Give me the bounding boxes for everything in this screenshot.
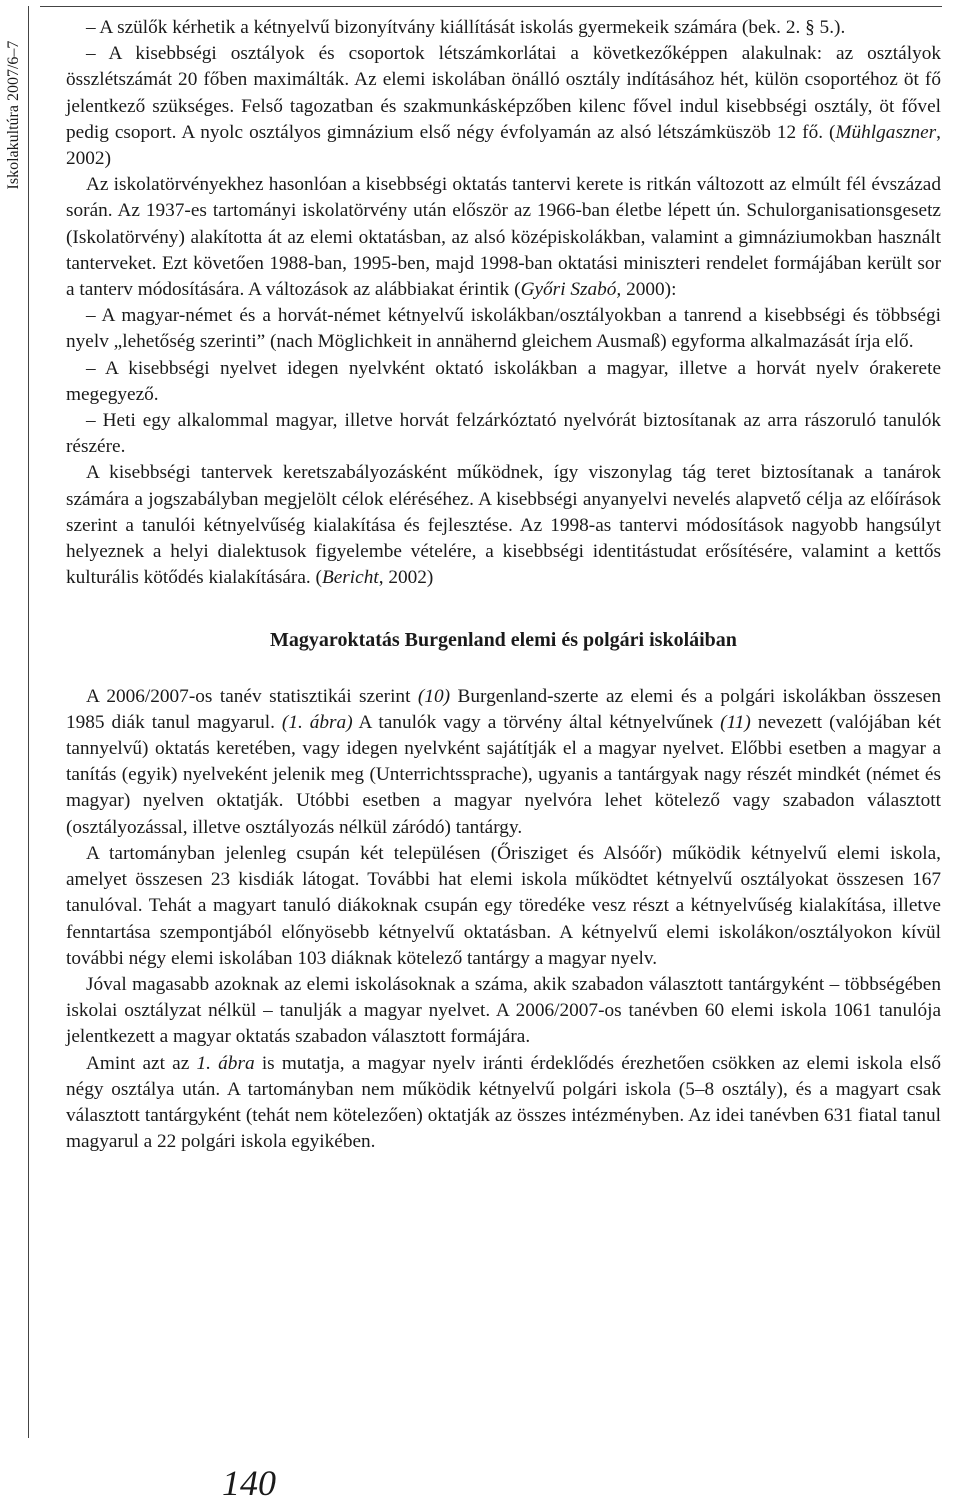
- paragraph-interest-decline: Amint azt az 1. ábra is mutatja, a magyar nyelv iránti érdeklődés érezhetően csökken az elemi iskola első négy osztálya után. A tartományban nem működik kétnyelvű polgári iskola (5–8 osztály), és a magyart csak választott tantárgyként (tehát nem kötelezően) oktatják az összes intézményben. Az idei tanévben 631 fiatal tanul magyarul a 22 polgári iskola egyikében.: [66, 1052, 941, 1153]
- paragraph-bullet-foreign-language: – A kisebbségi nyelvet idegen nyelvként oktató iskolákban a magyar, illetve a horvát nyelv órakerete megegyező.: [66, 357, 941, 405]
- article-body: [66, 15, 941, 1155]
- paragraph-bullet-certificate: – A szülők kérhetik a kétnyelvű bizonyítvány kiállítását iskolás gyermekeik számára (bek. 2. § 5.).: [86, 17, 846, 38]
- citation-author: Győri Szabó,: [520, 279, 622, 301]
- paragraph-curriculum-history: Az iskolatörvényekhez hasonlóan a kisebbségi oktatás tantervi kerete is ritkán változott az elmúlt fél évszázad során. Az 1937-es tartományi iskolatörvény után először az 1966-ban életbe lépett ún. Schulorganisationsgesetz (Iskolatörvény) alakította át az elemi oktatásban, az alsó középiskolákban, valamint a gimnáziumokban használt tanterveket. Ezt követően 1988-ban, 1995-ben, majd 1998-ban oktatási miniszteri rendelet formájában került sor a tanterv módosítására. A változások az alábbiakat érintik (Győri Szabó, 2000):: [66, 174, 941, 301]
- paragraph-bilingual-schools: A tartományban jelenleg csupán két településen (Őrisziget és Alsóőr) működik kétnyelvű elemi iskola, amelyet összesen 23 kisdiák látogat. További hat elemi iskola működtet kétnyelvű osztályokat összesen 167 tanulóval. Tehát a magyart tanuló diákoknak csupán egy töredéke vesz részt a kétnyelvűség kialakítása, illetve fenntartása szempontjából előnyösebb kétnyelvű oktatásban. A kétnyelvű elemi iskolákon/osztályokon kívül további négy elemi iskolában 103 diáknak kötelező tantárgy a magyar nyelv.: [66, 842, 941, 969]
- paragraph-curriculum-framework: A kisebbségi tantervek keretszabályozásként működnek, így viszonylag tág teret biztosítanak a tanárok számára a jogszabályban megjelölt célok eléréséhez. A kisebbségi anyanyelvi nevelés alapvető célja az előírások szerint a tanulói kétnyelvűség kialakítása és fejlesztése. Az 1998-as tantervi módosítások nagyobb hangsúlyt helyeznek a helyi dialektusok figyelembe vételére, a kisebbségi identitástudat erősítésére, valamint a kettős kulturális kötődés kialakítására. (Bericht, 2002): [66, 462, 941, 589]
- figure-ref: (1. ábra): [281, 711, 353, 733]
- paragraph-bullet-bilingual: – A magyar-német és a horvát-német kétnyelvű iskolákban/osztályokban a tanrend a kisebbségi és többségi nyelv „lehetőség szerinti” (nach Möglichkeit in annähernd gleichem Ausmaß) egyforma alkalmazását írja elő.: [66, 305, 941, 353]
- paragraph-elective: Jóval magasabb azoknak az elemi iskolásoknak a száma, akik szabadon választott tantárgyként – többségében iskolai osztályzat nélkül – tanulják a magyar nyelvet. A 2006/2007-os tanévben 60 elemi iskola 1061 tanulója jelentkezett a magyar oktatás szabadon választott formájára.: [66, 973, 941, 1048]
- citation-author: Mühlgaszner: [835, 121, 937, 143]
- page-number: 140: [222, 1463, 276, 1503]
- top-rule: [40, 6, 942, 7]
- section-title: Magyaroktatás Burgenland elemi és polgári iskoláiban: [270, 629, 737, 652]
- side-rule: [28, 6, 29, 1438]
- citation-author: Bericht: [321, 567, 379, 589]
- footnote-ref: (11): [720, 711, 751, 733]
- figure-ref: 1. ábra: [196, 1052, 255, 1074]
- paragraph-bullet-remedial: – Heti egy alkalommal magyar, illetve horvát felzárkóztató nyelvórát biztosítanak az arra rászoruló tanulók részére.: [66, 410, 941, 458]
- running-head-text: Iskolakultúra 2007/6–7: [5, 40, 22, 190]
- paragraph-bullet-class-limits: – A kisebbségi osztályok és csoportok létszámkorlátai a következőképpen alakulnak: az osztályok összlétszámát 20 főben maximálták. Az elemi iskolában önálló osztály indításához hét, külön csoportéhoz öt fő jelentkező szükséges. Felső tagozatban és szakmunkásképzőben kilenc fővel indul kisebbségi osztály, öt fővel pedig csoport. A nyolc osztályos gimnázium első négy évfolyamán az alsó létszámküszöb 12 fő. (Mühlgaszner, 2002): [66, 43, 941, 170]
- paragraph-statistics: A 2006/2007-os tanév statisztikái szerint (10) Burgenland-szerte az elemi és a polgári iskolákban összesen 1985 diák tanul magyarul. (1. ábra) A tanulók vagy a törvény által kétnyelvűnek (11) nevezett (valójában két tannyelvű) oktatás keretében, vagy idegen nyelvként sajátítják el a magyar nyelvet. Előbbi esetben a magyar a tanítás (egyik) nyelveként jelenik meg (Unterrichtssprache), ugyanis a tantárgyak nagy részét mindkét (német és magyar) nyelven oktatják. Utóbbi esetben a magyar nyelvóra lehet kötelező vagy szabadon választott (osztályozással, illetve osztályozás nélkül záródó) tantárgy.: [66, 685, 941, 838]
- running-head: [0, 10, 28, 220]
- footnote-ref: (10): [417, 685, 451, 707]
